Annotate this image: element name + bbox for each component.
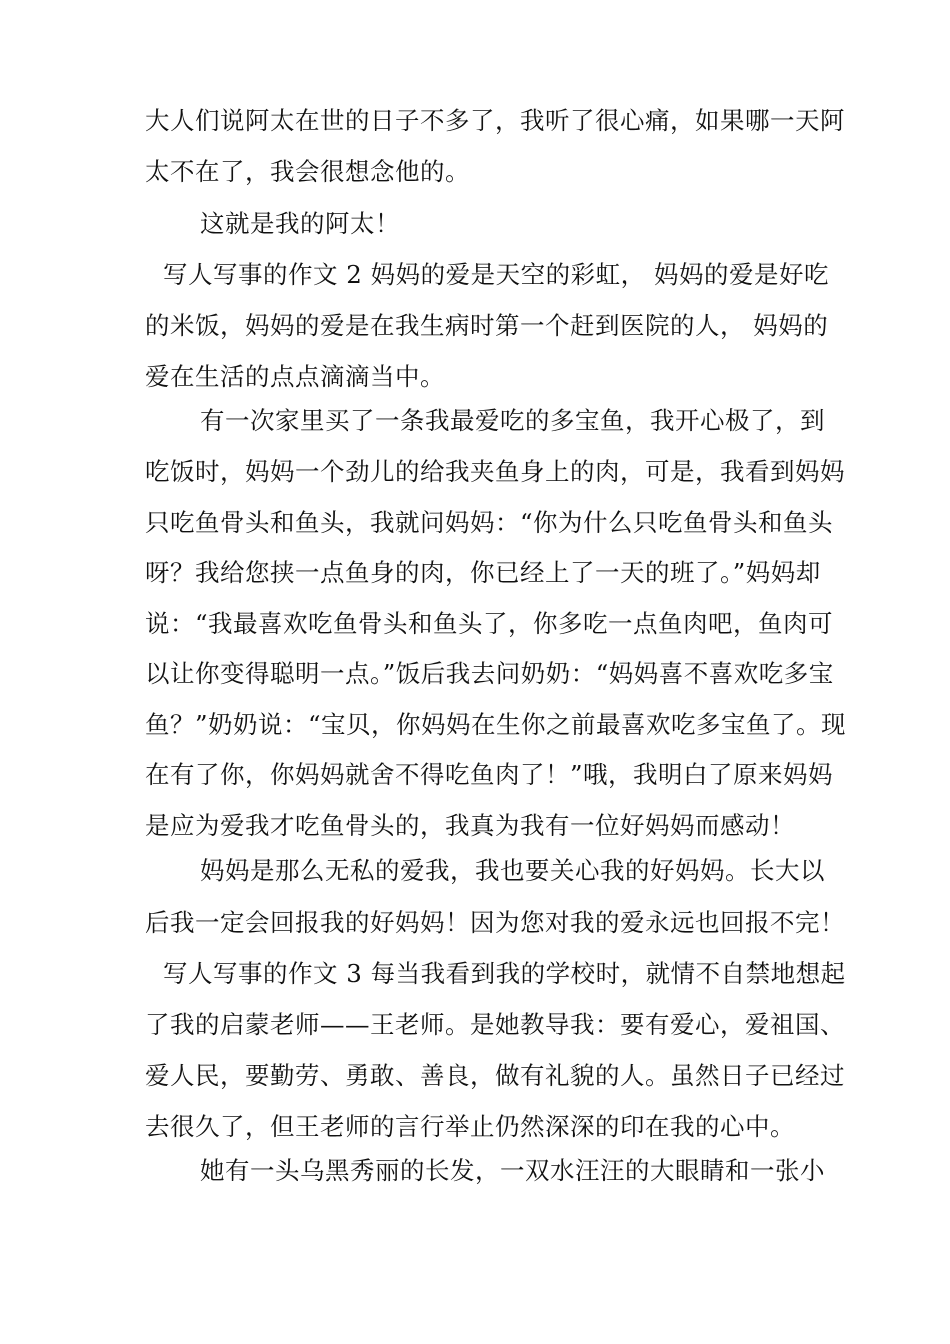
text-line: 有一次家里买了一条我最爱吃的多宝鱼，我开心极了，到 (200, 406, 825, 435)
text-line: 只吃鱼骨头和鱼头，我就问妈妈：“你为什么只吃鱼骨头和鱼头 (145, 508, 834, 537)
text-line: 的米饭，妈妈的爱是在我生病时第一个赶到医院的人， 妈妈的 (145, 311, 829, 340)
text-line: 是应为爱我才吃鱼骨头的，我真为我有一位好妈妈而感动！ (145, 811, 795, 840)
text-line: 写人写事的作文 2 妈妈的爱是天空的彩虹， 妈妈的爱是好吃 (163, 260, 829, 289)
text-line: 写人写事的作文 3 每当我看到我的学校时，就情不自禁地想起 (163, 959, 846, 988)
text-line: 大人们说阿太在世的日子不多了，我听了很心痛，如果哪一天阿 (145, 106, 845, 135)
text-line: 太不在了，我会很想念他的。 (145, 157, 470, 186)
text-line: 妈妈是那么无私的爱我，我也要关心我的好妈妈。长大以 (200, 856, 825, 885)
text-line: 这就是我的阿太！ (200, 209, 400, 238)
text-line: 说：“我最喜欢吃鱼骨头和鱼头了，你多吃一点鱼肉吧，鱼肉可 (145, 609, 834, 638)
text-line: 了我的启蒙老师——王老师。是她教导我：要有爱心，爱祖国、 (145, 1010, 845, 1039)
text-line: 鱼？”奶奶说：“宝贝，你妈妈在生你之前最喜欢吃多宝鱼了。现 (145, 710, 847, 739)
text-line: 她有一头乌黑秀丽的长发，一双水汪汪的大眼睛和一张小 (200, 1156, 825, 1185)
text-line: 爱在生活的点点滴滴当中。 (145, 362, 445, 391)
text-line: 以让你变得聪明一点。”饭后我去问奶奶：“妈妈喜不喜欢吃多宝 (145, 659, 834, 688)
text-line: 爱人民，要勤劳、勇敢、善良，做有礼貌的人。虽然日子已经过 (145, 1061, 845, 1090)
text-line: 吃饭时，妈妈一个劲儿的给我夹鱼身上的肉，可是，我看到妈妈 (145, 457, 845, 486)
text-line: 去很久了，但王老师的言行举止仍然深深的印在我的心中。 (145, 1112, 795, 1141)
text-line: 在有了你，你妈妈就舍不得吃鱼肉了！”哦，我明白了原来妈妈 (145, 760, 834, 789)
text-line: 后我一定会回报我的好妈妈！因为您对我的爱永远也回报不完！ (145, 908, 845, 937)
text-line: 呀？我给您挟一点鱼身的肉，你已经上了一天的班了。”妈妈却 (145, 558, 821, 587)
